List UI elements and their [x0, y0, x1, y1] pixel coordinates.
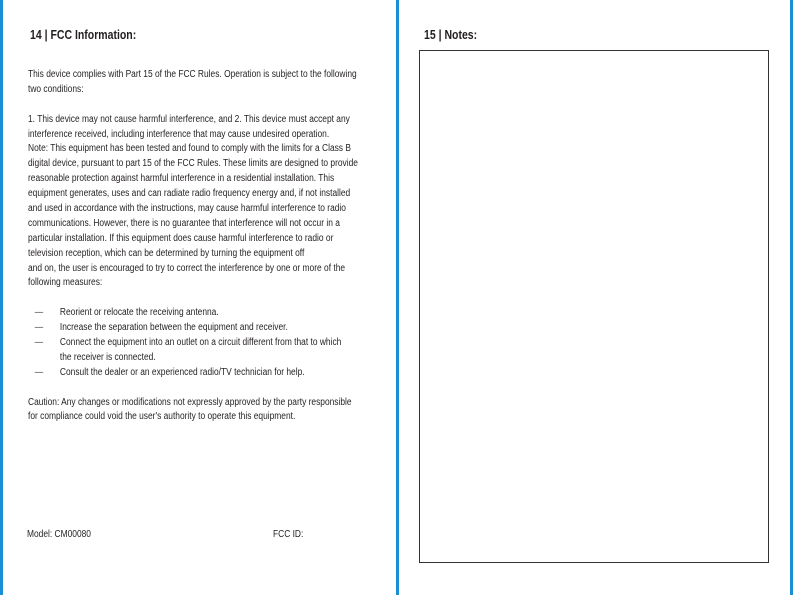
text-line: for compliance could void the user's authority to operate this equipment. [28, 411, 296, 423]
text-line: equipment generates, uses and can radiate radio frequency energy and, if not installed [28, 188, 351, 200]
page-heading: 14 | FCC Information: [30, 28, 137, 42]
fcc-id-label: FCC ID: [273, 529, 304, 540]
list-item [28, 306, 364, 321]
intro-paragraph [28, 68, 364, 98]
text-line: reasonable protection against harmful interference in a residential installation. This [28, 173, 335, 185]
text-line: television reception, which can be determined by turning the equipment off [28, 247, 305, 259]
text-line: digital device, pursuant to part 15 of the FCC Rules. These limits are designed to provide [28, 158, 358, 170]
dash-bullet: — [34, 366, 44, 378]
text-line: and used in accordance with the instructions, may cause harmful interference to radio [28, 203, 346, 215]
list-item-text: Connect the equipment into an outlet on a circuit different from that to which [59, 337, 342, 349]
text-line: two conditions: [28, 83, 84, 95]
text-line: 1. This device may not cause harmful interference, and 2. This device must accept any [28, 113, 350, 125]
list-item-text: Reorient or relocate the receiving antenna. [59, 307, 219, 319]
text-line: interference received, including interference that may cause undesired operation. [28, 128, 330, 140]
notes-box [419, 50, 769, 563]
page-14-fcc-information [3, 0, 396, 595]
list-item [28, 321, 364, 336]
text-line: following measures: [28, 277, 103, 289]
dash-bullet: — [34, 307, 44, 319]
page-15-notes [399, 0, 790, 595]
measures-list [28, 306, 364, 380]
dash-bullet: — [34, 322, 44, 334]
list-item [28, 366, 364, 381]
text-line: and on, the user is encouraged to try to correct the interference by one or more of the [28, 262, 346, 274]
conditions-paragraph [28, 113, 364, 292]
list-item-text: Consult the dealer or an experienced radio/TV technician for help. [59, 366, 305, 378]
fcc-body-text [28, 68, 364, 440]
list-item-text: Increase the separation between the equipment and receiver. [59, 322, 288, 334]
text-line: particular installation. If this equipment does cause harmful interference to radio or [28, 232, 334, 244]
text-line: Note: This equipment has been tested and found to comply with the limits for a Class B [28, 143, 351, 155]
page-heading: 15 | Notes: [424, 28, 478, 42]
text-line: Caution: Any changes or modifications not expressly approved by the party responsible [28, 396, 352, 408]
list-item-text: the receiver is connected. [59, 351, 156, 363]
list-item [28, 336, 364, 366]
model-number: Model: CM00080 [27, 529, 91, 540]
text-line: This device complies with Part 15 of the FCC Rules. Operation is subject to the following [28, 69, 357, 80]
text-line: communications. However, there is no guarantee that interference will not occur in a [28, 217, 340, 229]
caution-paragraph [28, 396, 364, 426]
dash-bullet: — [34, 337, 44, 349]
